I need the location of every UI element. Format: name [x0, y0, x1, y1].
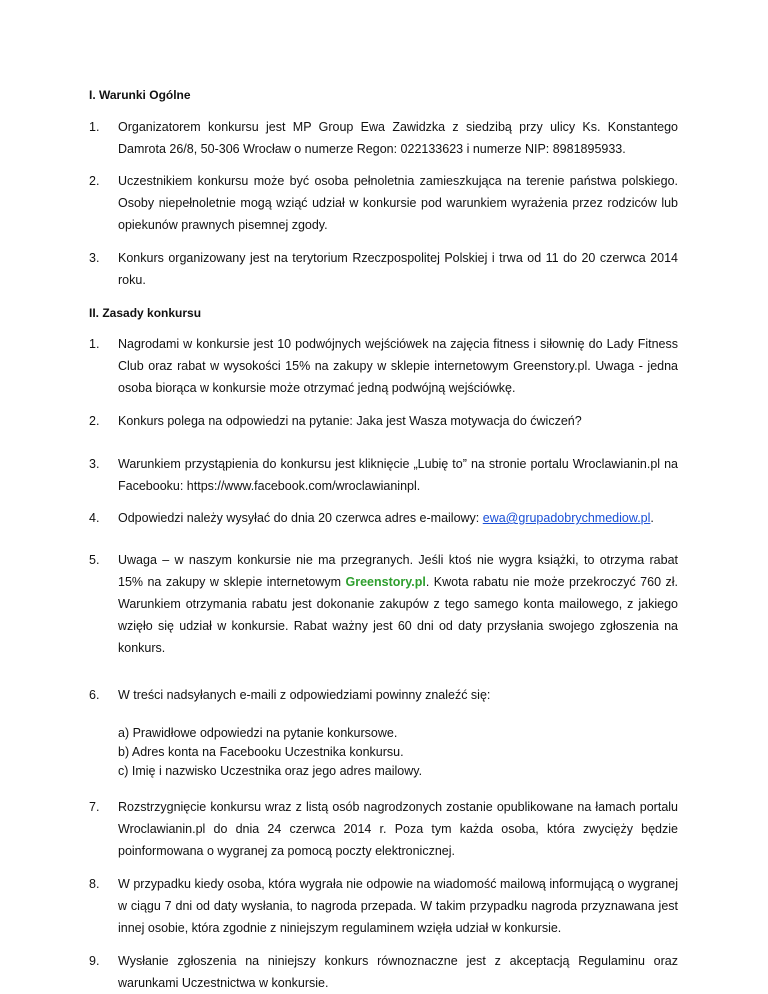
list-item: c) Imię i nazwisko Uczestnika oraz jego adres mailowy.	[118, 764, 423, 778]
item-number: 4.	[89, 511, 100, 525]
paragraph-discount	[118, 549, 678, 659]
item-number: 2.	[89, 174, 100, 188]
discount-text-end: . Kwota rabatu nie może przekroczyć 760 zł. Warunkiem otrzymania rabatu jest dokonanie zakupów z tego samego konta mailowego, z jakiego wzięło się udział w konkursie. Rabat ważny jest 60 dni od daty przysłania swojego zgłoszenia na konkurs.	[118, 575, 678, 655]
brand-greenstory: Greenstory.pl	[345, 575, 426, 589]
paragraph-forfeit: W przypadku kiedy osoba, która wygrała nie odpowie na wiadomość mailową informującą o wygranej w ciągu 7 dni od daty wysłania, to nagroda przepada. W takim przypadku nagroda przyznawana jest innej osobie, która zgodnie z niniejszym regulaminem wzięła udział w konkursie.	[118, 877, 678, 935]
paragraph-organizer: Organizatorem konkursu jest MP Group Ewa Zawidzka z siedzibą przy ulicy Ks. Konstantego Damrota 26/8, 50-306 Wrocław o numerze Regon: 022133623 i numerze NIP: 8981895933.	[118, 120, 678, 156]
item-number: 7.	[89, 800, 100, 814]
list-item: a) Prawidłowe odpowiedzi na pytanie konkursowe.	[118, 726, 398, 740]
paragraph-acceptance: Wysłanie zgłoszenia na niniejszy konkurs równoznaczne jest z akceptacją Regulaminu oraz warunkami Uczestnictwa w konkursie.	[118, 954, 678, 990]
item-number: 9.	[89, 954, 100, 968]
section-2-title: II. Zasady konkursu	[89, 306, 202, 320]
discount-text: Uwaga – w naszym konkursie nie ma przegranych. Jeśli ktoś nie wygra książki, to otrzyma rabat 15% na zakupy w sklepie internetowym	[118, 553, 678, 589]
paragraph-territory: Konkurs organizowany jest na terytorium Rzeczpospolitej Polskiej i trwa od 11 do 20 czerwca 2014 roku.	[118, 251, 678, 287]
paragraph-question: Konkurs polega na odpowiedzi na pytanie: Jaka jest Wasza motywacja do ćwiczeń?	[118, 414, 582, 428]
item-number: 6.	[89, 688, 100, 702]
email-link[interactable]: ewa@grupadobrychmediow.pl	[482, 511, 651, 525]
item-number: 5.	[89, 553, 100, 567]
deadline-text: Odpowiedzi należy wysyłać do dnia 20 czerwca adres e-mailowy:	[118, 511, 483, 525]
paragraph-deadline	[118, 507, 678, 529]
item-number: 8.	[89, 877, 100, 891]
item-number: 2.	[89, 414, 100, 428]
list-item: b) Adres konta na Facebooku Uczestnika konkursu.	[118, 745, 404, 759]
item-number: 3.	[89, 251, 100, 265]
paragraph-email-contents: W treści nadsyłanych e-maili z odpowiedziami powinny znaleźć się:	[118, 688, 491, 702]
paragraph-participant: Uczestnikiem konkursu może być osoba pełnoletnia zamieszkująca na terenie państwa polskiego. Osoby niepełnoletnie mogą wziąć udział w konkursie pod warunkiem wyrażenia przez rodziców lub opiekunów prawnych pisemnej zgody.	[118, 174, 678, 232]
item-number: 1.	[89, 337, 100, 351]
section-1-title: I. Warunki Ogólne	[89, 88, 191, 102]
paragraph-facebook: Warunkiem przystąpienia do konkursu jest kliknięcie „Lubię to” na stronie portalu Wroclawianin.pl na Facebooku: https://www.facebook.com/wroclawianinpl.	[118, 457, 678, 493]
paragraph-results: Rozstrzygnięcie konkursu wraz z listą osób nagrodzonych zostanie opublikowane na łamach portalu Wroclawianin.pl do dnia 24 czerwca 2014 r. Poza tym każda osoba, która zwycięży będzie poinformowana o wygranej za pomocą poczty elektronicznej.	[118, 800, 678, 858]
item-number: 1.	[89, 120, 100, 134]
deadline-text-end: .	[650, 511, 654, 525]
paragraph-prizes: Nagrodami w konkursie jest 10 podwójnych wejściówek na zajęcia fitness i siłownię do Lady Fitness Club oraz rabat w wysokości 15% na zakupy w sklepie internetowym Greenstory.pl. Uwaga - jedna osoba biorąca w konkursie może otrzymać jedną podwójną wejściówkę.	[118, 337, 678, 395]
item-number: 3.	[89, 457, 100, 471]
